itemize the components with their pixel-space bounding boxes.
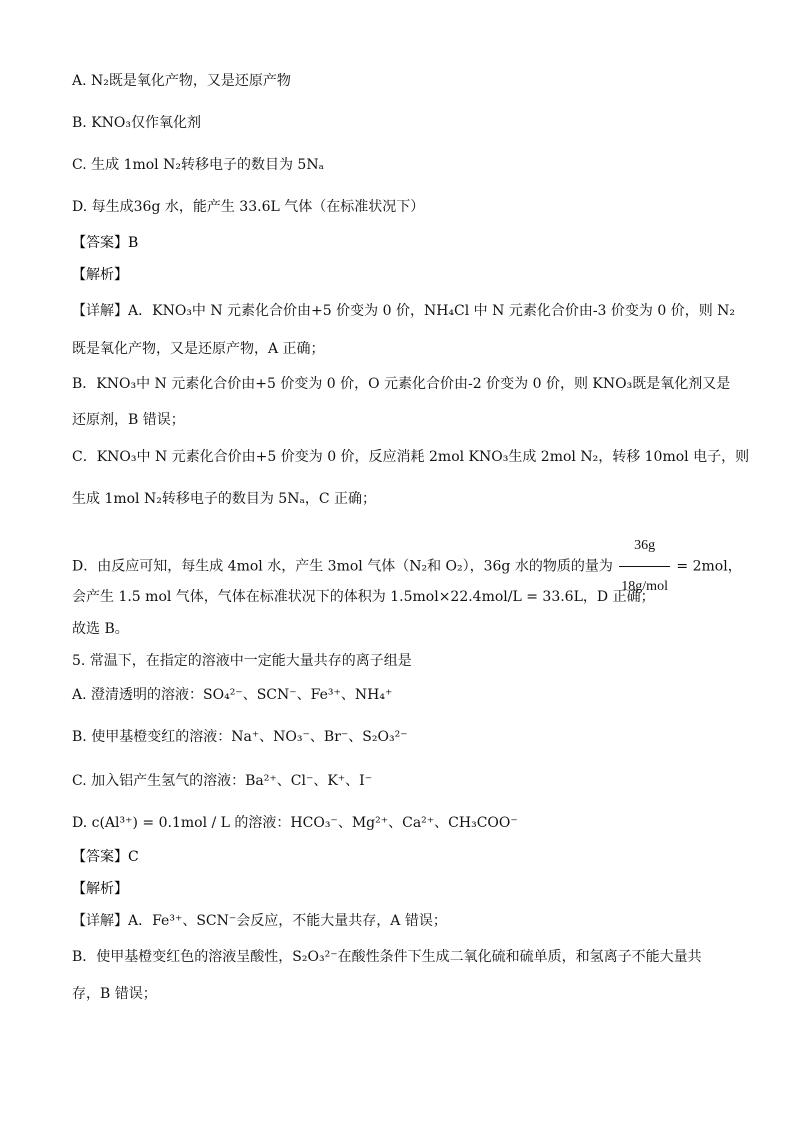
explain-b-line2: 还原剂，B 错误； <box>72 412 185 428</box>
q5-stem: 5. 常温下，在指定的溶液中一定能大量共存的离子组是 <box>72 653 412 669</box>
conclusion: 故选 B。 <box>72 621 129 637</box>
explain-c-line2: 生成 1mol N₂转移电子的数目为 5Nₐ，C 正确； <box>72 491 377 507</box>
explain-d-line2: 会产生 1.5 mol 气体，气体在标准状况下的体积为 1.5mol×22.4mol/L = 33.6L，D 正确； <box>72 589 655 605</box>
explain-d-result: = 2mol， <box>676 558 742 575</box>
option-a: A. N₂既是氧化产物，又是还原产物 <box>72 73 291 89</box>
analysis-title: 【解析】 <box>72 267 128 283</box>
answer: 【答案】B <box>72 235 139 251</box>
explain-a-line1: 【详解】A．KNO₃中 N 元素化合价由+5 价变为 0 价，NH₄Cl 中 N 元素化合价由-3 价变为 0 价，则 N₂ <box>72 303 736 319</box>
q5-option-d: D. c(Al³⁺) = 0.1mol / L 的溶液：HCO₃⁻、Mg²⁺、Ca²⁺、CH₃COO⁻ <box>72 815 518 831</box>
q5-option-b: B. 使甲基橙变红的溶液：Na⁺、NO₃⁻、Br⁻、S₂O₃²⁻ <box>72 729 408 745</box>
q5-answer: 【答案】C <box>72 849 139 865</box>
q5-option-c: C. 加入铝产生氢气的溶液：Ba²⁺、Cl⁻、K⁺、I⁻ <box>72 773 373 789</box>
q5-explain-b-line1: B．使甲基橙变红色的溶液呈酸性，S₂O₃²⁻在酸性条件下生成二氧化硫和硫单质，和氢离子不能大量共 <box>72 949 702 965</box>
explain-d-text: D．由反应可知，每生成 4mol 水，产生 3mol 气体（N₂和 O₂），36g 水的物质的量为 <box>72 558 613 575</box>
explain-c-line1: C．KNO₃中 N 元素化合价由+5 价变为 0 价，反应消耗 2mol KNO₃生成 2mol N₂，转移 10mol 电子，则 <box>72 449 750 465</box>
q5-explain-a: 【详解】A．Fe³⁺、SCN⁻会反应，不能大量共存，A 错误； <box>72 913 447 929</box>
q5-explain-b-line2: 存，B 错误； <box>72 986 157 1002</box>
fraction-denominator: 18g/mol <box>619 566 670 607</box>
fraction-numerator: 36g <box>634 538 656 553</box>
q5-option-a: A. 澄清透明的溶液：SO₄²⁻、SCN⁻、Fe³⁺、NH₄⁺ <box>72 687 393 703</box>
option-b: B. KNO₃仅作氧化剂 <box>72 115 201 131</box>
q5-analysis-title: 【解析】 <box>72 881 128 897</box>
option-d: D. 每生成36g 水，能产生 33.6L 气体（在标准状况下） <box>72 199 425 215</box>
explain-b-line1: B．KNO₃中 N 元素化合价由+5 价变为 0 价，O 元素化合价由-2 价变为 0 价，则 KNO₃既是氧化剂又是 <box>72 376 731 392</box>
option-c: C. 生成 1mol N₂转移电子的数目为 5Nₐ <box>72 157 324 173</box>
explain-a-line2: 既是氧化产物，又是还原产物，A 正确； <box>72 341 325 357</box>
